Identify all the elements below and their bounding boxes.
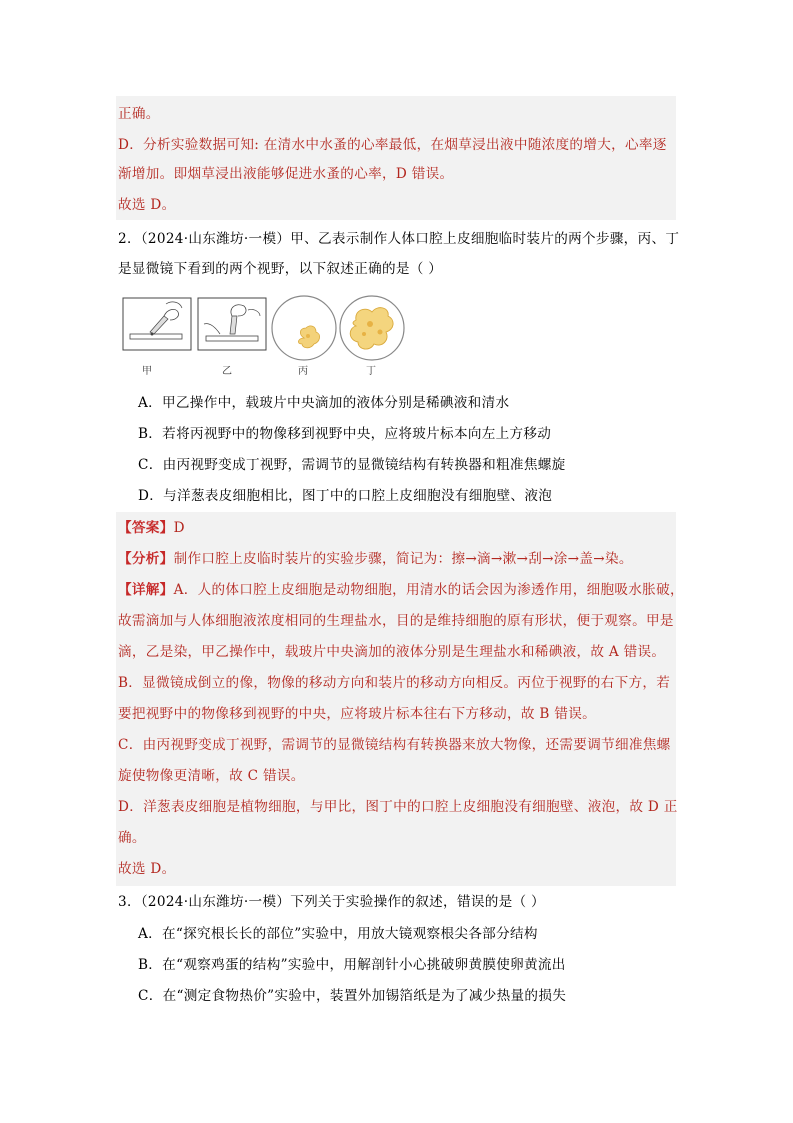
figure-view-ding xyxy=(340,296,404,360)
detail-line: 故选 D。 xyxy=(118,861,176,877)
question-2-option-c: C．由丙视野变成丁视野，需调节的显微镜结构有转换器和粗准焦螺旋 xyxy=(138,457,566,473)
detail-line: 故需滴加与人体细胞液浓度相同的生理盐水，目的是维持细胞的原有形状，便于观察。甲是 xyxy=(118,613,674,629)
answer-block-previous xyxy=(116,96,676,220)
analysis-tag: 【分析】 xyxy=(118,551,174,567)
question-3-stem: 3．（2024·山东潍坊·一模）下列关于实验操作的叙述，错误的是（ ） xyxy=(118,894,545,910)
figure-label-jia: 甲 xyxy=(142,366,152,377)
detail-line: C．由丙视野变成丁视野，需调节的显微镜结构有转换器来放大物像，还需要调节细准焦螺 xyxy=(118,737,671,753)
figure-label-ding: 丁 xyxy=(366,366,376,377)
detail-line: D．洋葱表皮细胞是植物细胞，与甲比，图丁中的口腔上皮细胞没有细胞壁、液泡，故 D 正 xyxy=(118,799,678,815)
answer-value: D xyxy=(173,520,185,536)
question-2-stem: 是显微镜下看到的两个视野，以下叙述正确的是（ ） xyxy=(118,261,443,277)
prev-answer-line: 渐增加。即烟草浸出液能够促进水蚤的心率，D 错误。 xyxy=(118,166,454,182)
detail-line: B．显微镜成倒立的像，物像的移动方向和装片的移动方向相反。丙位于视野的右下方，若 xyxy=(118,675,671,691)
figure-view-bing xyxy=(272,296,336,360)
question-2-option-d: D．与洋葱表皮细胞相比，图丁中的口腔上皮细胞没有细胞壁、液泡 xyxy=(138,488,553,504)
analysis-text: 制作口腔上皮临时装片的实验步骤，简记为：擦→滴→漱→刮→涂→盖→染。 xyxy=(173,551,633,567)
figure-label-yi: 乙 xyxy=(222,366,232,377)
question-3-option-a: A．在“探究根长长的部位”实验中，用放大镜观察根尖各部分结构 xyxy=(138,926,538,942)
figure-panel-jia xyxy=(123,298,191,350)
question-2-figure xyxy=(120,294,420,378)
question-3-option-c: C．在“测定食物热价”实验中，装置外加锡箔纸是为了减少热量的损失 xyxy=(138,988,567,1004)
figure-label-bing: 丙 xyxy=(298,366,308,377)
detail-line xyxy=(118,580,684,600)
detail-text: A．人的体口腔上皮细胞是动物细胞，用清水的话会因为渗透作用，细胞吸水胀破， xyxy=(173,582,684,598)
answer-line xyxy=(118,518,185,538)
detail-line: 滴，乙是染，甲乙操作中，载玻片中央滴加的液体分别是生理盐水和稀碘液，故 A 错误。 xyxy=(118,644,666,660)
question-3-option-b: B．在“观察鸡蛋的结构”实验中，用解剖针小心挑破卵黄膜使卵黄流出 xyxy=(138,957,566,973)
prev-answer-line: D．分析实验数据可知: 在清水中水蚤的心率最低，在烟草浸出液中随浓度的增大，心率逐 xyxy=(118,137,667,153)
detail-line: 要把视野中的物像移到视野的中央，应将玻片标本往右下方移动，故 B 错误。 xyxy=(118,706,597,722)
prev-answer-line: 故选 D。 xyxy=(118,197,176,213)
question-2-option-b: B．若将丙视野中的物像移到视野中央，应将玻片标本向左上方移动 xyxy=(138,426,552,442)
prev-answer-line: 正确。 xyxy=(118,106,160,122)
detail-line: 旋使物像更清晰，故 C 错误。 xyxy=(118,768,305,784)
detail-tag: 【详解】 xyxy=(118,582,174,598)
detail-line: 确。 xyxy=(118,830,146,846)
analysis-line xyxy=(118,549,633,569)
figure-panel-yi xyxy=(198,298,266,350)
question-2-option-a: A．甲乙操作中，载玻片中央滴加的液体分别是稀碘液和清水 xyxy=(138,395,510,411)
answer-tag: 【答案】 xyxy=(118,520,174,536)
question-2-stem: 2．（2024·山东潍坊·一模）甲、乙表示制作人体口腔上皮细胞临时装片的两个步骤，丙、丁 xyxy=(118,231,680,247)
